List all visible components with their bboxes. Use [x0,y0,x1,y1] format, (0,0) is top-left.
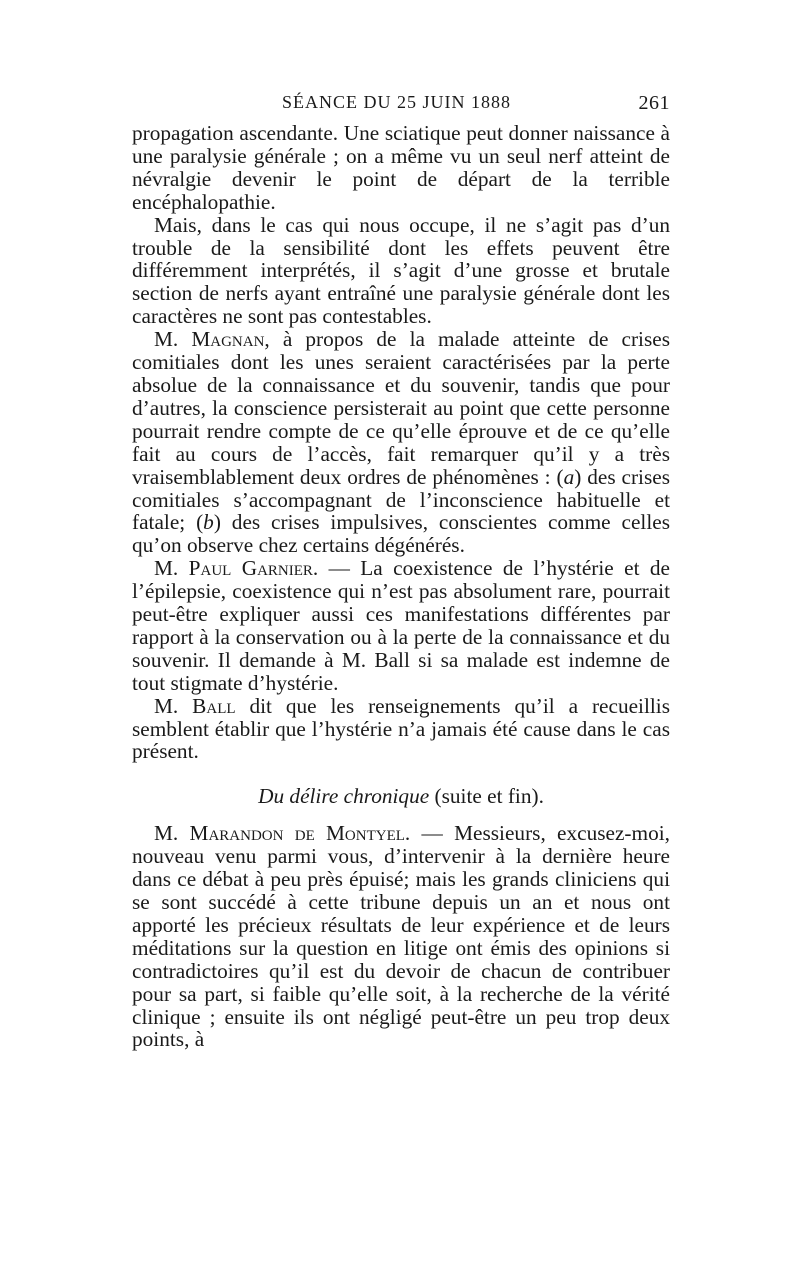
list-marker: a [563,464,575,489]
speaker-name: M. Ball [154,693,236,718]
speaker-name: M. Paul Garnier. [154,556,319,581]
page-number: 261 [638,92,670,114]
body-text [132,122,670,1051]
paragraph-3 [132,328,670,557]
paragraph-text: dit que les renseignements qu’il a recueillis semblent établir que l’hystérie n’a jamais été cause dans le cas présent. [132,693,671,764]
paragraph-text: — Messieurs, excusez-moi, nouveau venu parmi vous, d’intervenir à la dernière heure dans ce débat à peu près épuisé; mais les grands cliniciens qui se sont succédé à cette tribune depuis un an et nous ont apporté les précieux résultats de leur expérience et de leurs méditations sur la question en litige ont émis des opinions si contradictoires qu’il est du devoir de chacun de contribuer pour sa part, si faible qu’elle soit, à la recherche de la vérité clinique ; ensuite ils ont négligé peut-être un peu trop deux points, à [132,821,670,1052]
speaker-name: M. Marandon de Montyel. [154,821,411,846]
paragraph-text: à propos de la malade atteinte de crises comitiales dont les unes seraient caractérisées par la perte absolue de la connaissance et du souvenir, tandis que pour d’autres, la conscience persisterait au point que cette personne pourrait rendre compte de ce qu’elle éprouve et de ce qu’elle fait au cours de l’accès, fait remarquer qu’il y a très vraisemblablement deux ordres de phénomènes : ( [132,327,670,489]
running-title: SÉANCE DU 25 JUIN 1888 [282,92,511,112]
book-page [132,92,670,1051]
paragraph-text: ) des crises comitiales s’accompagnant de l’inconscience habituelle et fatale; ( [132,464,670,535]
paragraph-1: propagation ascendante. Une sciatique peut donner naissance à une paralysie générale ; on a même vu un seul nerf atteint de névralgie devenir le point de départ de la terrible encéphalopathie. [132,121,670,214]
section-title-rest: (suite et fin). [429,784,544,809]
list-marker: b [203,510,214,535]
paragraph-2: Mais, dans le cas qui nous occupe, il ne s’agit pas d’un trouble de la sensibilité dont les effets peuvent être différemment interprétés, il s’agit d’une grosse et brutale section de nerfs ayant entraîné une paralysie générale dont les caractères ne sont pas contestables. [132,212,670,329]
section-title-italic: Du délire chronique [258,784,430,809]
section-title [132,785,670,808]
paragraph-4 [132,557,670,694]
page-header [132,92,670,122]
paragraph-5 [132,695,670,764]
paragraph-text: — La coexistence de l’hystérie et de l’épilepsie, coexistence qui n’est pas absolument rare, pourrait peut-être expliquer aussi ces manifestations différentes par rapport à la conservation ou à la perte de la connaissance et du souvenir. Il demande à M. Ball si sa malade est indemne de tout stigmate d’hystérie. [132,556,670,695]
paragraph-text: ) des crises impulsives, conscientes comme celles qu’on observe chez certains dégénérés. [132,510,670,558]
speaker-name: M. Magnan, [154,327,270,352]
paragraph-6 [132,822,670,1051]
